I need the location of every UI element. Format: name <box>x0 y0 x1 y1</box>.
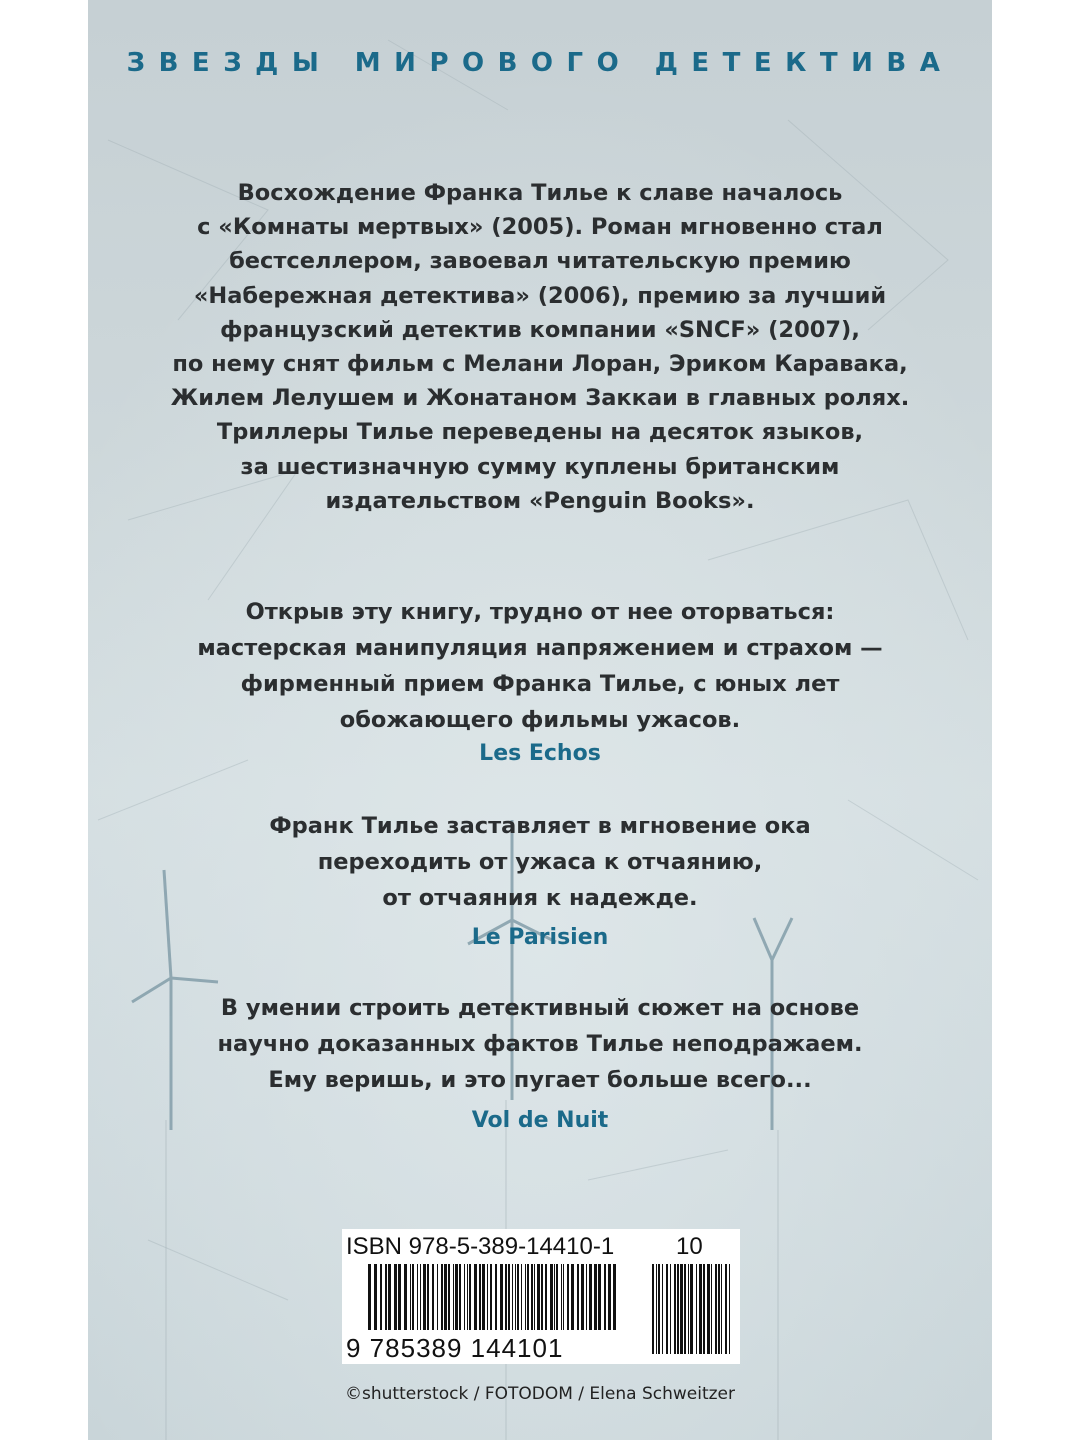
barcode-bar <box>711 1264 712 1354</box>
barcode-bar <box>725 1264 727 1354</box>
intro-line: французский детектив компании «SNCF» (2007), <box>220 316 860 343</box>
barcode-bar <box>412 1264 414 1330</box>
barcode-bar <box>531 1264 533 1330</box>
quote-line: Ему веришь, и это пугает больше всего... <box>268 1067 812 1093</box>
barcode-bar <box>613 1264 616 1330</box>
intro-line: за шестизначную сумму куплены британским <box>240 453 840 480</box>
barcode-bar <box>690 1264 693 1354</box>
barcode-bar <box>427 1264 429 1330</box>
quote-line: В умении строить детективный сюжет на основе <box>220 995 860 1021</box>
barcode-bar <box>437 1264 438 1330</box>
barcode-bar <box>505 1264 507 1330</box>
barcode-bar <box>517 1264 519 1330</box>
barcode-bar <box>561 1264 562 1330</box>
barcode-bar <box>581 1264 584 1330</box>
barcode-bar <box>556 1264 558 1330</box>
barcode-bar <box>469 1264 471 1330</box>
review-quote-2 <box>88 808 992 916</box>
barcode-bar <box>479 1264 481 1330</box>
barcode-bar <box>718 1264 720 1354</box>
barcode-bar <box>512 1264 513 1330</box>
barcode-bar <box>541 1264 543 1330</box>
barcode-bar <box>571 1264 574 1330</box>
barcode-bar <box>550 1264 553 1330</box>
barcode-bar <box>656 1264 657 1354</box>
barcode-bar <box>417 1264 418 1330</box>
barcode-bar <box>521 1264 522 1330</box>
barcode-bar <box>448 1264 450 1330</box>
intro-line: с «Комнаты мертвых» (2005). Роман мгновенно стал <box>197 214 883 241</box>
barcode-bar <box>666 1264 668 1354</box>
quote-source-3: Vol de Nuit <box>471 1108 609 1133</box>
intro-line: Восхождение Франка Тилье к славе началось <box>237 180 843 206</box>
barcode-bar <box>459 1264 461 1330</box>
quote-line: научно доказанных фактов Тилье неподражаем. <box>217 1031 863 1057</box>
barcode-bar <box>670 1264 671 1354</box>
barcode-bar <box>394 1264 397 1330</box>
barcode-bar <box>455 1264 458 1330</box>
barcode-bar <box>368 1264 371 1330</box>
quote-line: обожающего фильмы ужасов. <box>339 707 741 733</box>
barcode-bar <box>674 1264 676 1354</box>
barcode-bar <box>467 1264 468 1330</box>
quote-source-2: Le Parisien <box>471 925 609 950</box>
intro-line: Жилем Лелушем и Жонатаном Заккаи в главных ролях. <box>170 385 910 412</box>
barcode-bar <box>696 1264 697 1354</box>
quote-line: переходить от ужаса к отчаянию, <box>317 849 763 875</box>
quote-line: Франк Тилье заставляет в мгновение ока <box>269 813 811 839</box>
barcode-bar <box>554 1264 555 1330</box>
barcode-bar <box>545 1264 547 1330</box>
review-quote-1 <box>88 594 992 738</box>
barcode-digits: 9 785389 144101 <box>346 1333 564 1363</box>
intro-line: «Набережная детектива» (2006), премию за лучший <box>193 282 887 309</box>
barcode-bar <box>598 1264 601 1330</box>
barcode-bar <box>420 1264 421 1330</box>
quote-source-1: Les Echos <box>479 741 601 766</box>
barcode-bar <box>432 1264 434 1330</box>
barcode-bar <box>487 1264 488 1330</box>
barcode-bar <box>586 1264 587 1330</box>
barcode-bar <box>398 1264 401 1330</box>
series-title: ЗВЕЗДЫ МИРОВОГО ДЕТЕКТИВА <box>126 48 954 78</box>
barcode-bar <box>490 1264 492 1330</box>
isbn-label: ISBN 978-5-389-14410-1 <box>346 1233 615 1260</box>
barcode-bar <box>474 1264 477 1330</box>
barcode-bar <box>388 1264 391 1330</box>
intro-line: бестселлером, завоевал читательскую премию <box>229 248 851 275</box>
intro-line: Триллеры Тилье переведены на десяток языков, <box>216 419 864 446</box>
barcode-bar <box>515 1264 516 1330</box>
review-quote-3 <box>88 990 992 1098</box>
barcode-bar <box>662 1264 663 1354</box>
barcode-bar <box>604 1264 606 1330</box>
barcode-bar <box>495 1264 497 1330</box>
quote-line: от отчаяния к надежде. <box>382 885 698 911</box>
barcode-bar <box>652 1264 654 1354</box>
barcode-bar <box>699 1264 702 1354</box>
barcode-bar <box>658 1264 660 1354</box>
barcode-addon-code: 10 <box>676 1233 703 1260</box>
barcode-bar <box>684 1264 686 1354</box>
photo-credit: ©shutterstock / FOTODOM / Elena Schweitzer <box>345 1384 735 1404</box>
barcode-bar <box>410 1264 411 1330</box>
book-back-cover <box>88 0 992 1440</box>
barcode-bar <box>688 1264 689 1354</box>
barcode-bar <box>423 1264 426 1330</box>
quote-line: фирменный прием Франка Тилье, с юных лет <box>240 671 840 697</box>
barcode-bar <box>563 1264 564 1330</box>
intro-paragraph <box>88 176 992 518</box>
barcode-bar <box>567 1264 569 1330</box>
barcode-bar <box>537 1264 540 1330</box>
barcode-bar <box>534 1264 535 1330</box>
barcode-bar <box>525 1264 526 1330</box>
barcode-bar <box>715 1264 717 1354</box>
barcode-bar <box>444 1264 447 1330</box>
intro-line: по нему снят фильм с Мелани Лоран, Эриком Каравака, <box>172 351 908 378</box>
barcode-bar <box>589 1264 592 1330</box>
intro-line: издательством «Penguin Books». <box>325 487 755 514</box>
barcode-bar <box>404 1264 407 1330</box>
barcode-bar <box>508 1264 510 1330</box>
barcode-bar <box>500 1264 503 1330</box>
barcode-bar <box>594 1264 597 1330</box>
barcode-bar <box>464 1264 465 1330</box>
barcode-bar <box>677 1264 679 1354</box>
quote-line: мастерская манипуляция напряжением и страхом — <box>197 635 883 661</box>
barcode-bar <box>374 1264 377 1330</box>
barcode-bar <box>608 1264 611 1330</box>
barcode-addon-bars <box>652 1264 734 1354</box>
barcode-bar <box>680 1264 683 1354</box>
quote-line: Открыв эту книгу, трудно от нее оторваться: <box>245 599 835 625</box>
barcode-bar <box>453 1264 454 1330</box>
barcode-bar <box>482 1264 485 1330</box>
barcode-bar <box>385 1264 387 1330</box>
barcode-bar <box>441 1264 443 1330</box>
barcode-bar <box>577 1264 579 1330</box>
barcode-bar <box>721 1264 722 1354</box>
barcode-bar <box>729 1264 730 1354</box>
barcode-bar <box>380 1264 382 1330</box>
barcode-bar <box>707 1264 710 1354</box>
barcode-bar <box>703 1264 705 1354</box>
barcode-bars <box>368 1264 618 1330</box>
barcode-bar <box>527 1264 529 1330</box>
